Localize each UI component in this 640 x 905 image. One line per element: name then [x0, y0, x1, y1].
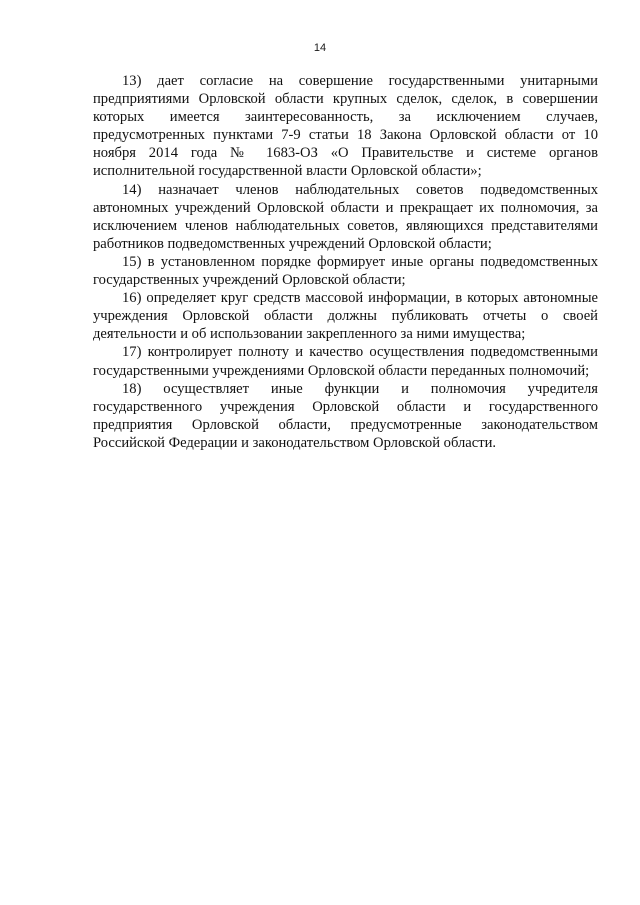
paragraph-item-14: 14) назначает членов наблюдательных советов подведомственных автономных учреждений Орловской области и прекращает их полномочия, за исключением членов наблюдательных советов, являющихся представителями работников подведомственных учреждений Орловской области;	[93, 181, 598, 252]
paragraph-item-13: 13) дает согласие на совершение государственными унитарными предприятиями Орловской области крупных сделок, сделок, в совершении которых имеется заинтересованность, за исключением случаев, предусмотренных пунктами 7-9 статьи 18 Закона Орловской области от 10 ноября 2014 года № 1683-ОЗ «О Правительстве и системе органов исполнительной государственной власти Орловской области»;	[93, 73, 598, 180]
paragraph-item-17: 17) контролирует полноту и качество осуществления подведомственными государственными учреждениями Орловской области переданных полномочий;	[93, 344, 598, 379]
document-body	[93, 72, 598, 452]
page-number: 14	[313, 42, 327, 54]
paragraph-item-18: 18) осуществляет иные функции и полномочия учредителя государственного учреждения Орловской области и государственного предприятия Орловской области, предусмотренные законодательством Российской Федерации и законодательством Орловской области.	[93, 380, 598, 451]
paragraph-item-16: 16) определяет круг средств массовой информации, в которых автономные учреждения Орловской области должны публиковать отчеты о своей деятельности и об использовании закрепленного за ними имущества;	[93, 290, 598, 343]
paragraph-item-15: 15) в установленном порядке формирует иные органы подведомственных государственных учреждений Орловской области;	[93, 253, 598, 289]
